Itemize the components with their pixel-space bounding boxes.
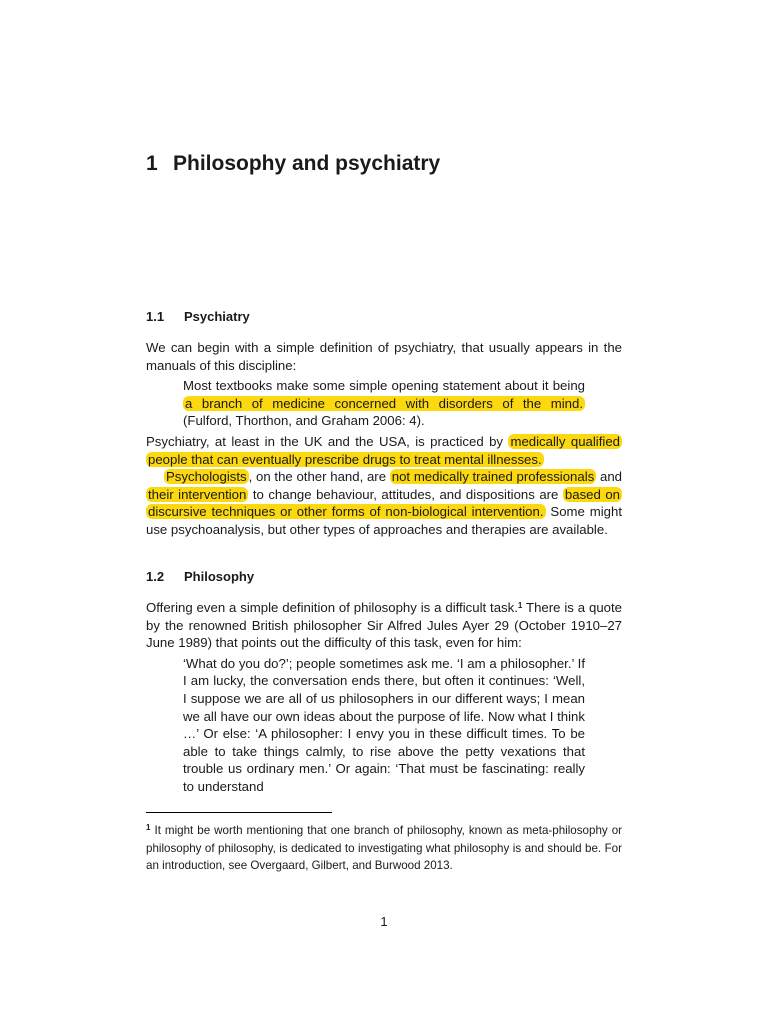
highlight: Psychologists — [166, 469, 247, 485]
quote-text: Most textbooks make some simple opening statement about it being — [183, 378, 585, 394]
quote-citation: (Fulford, Thorthon, and Graham 2006: 4). — [183, 413, 425, 429]
chapter-title — [146, 152, 440, 176]
paragraph-text: and — [599, 469, 622, 485]
section-number: 1.1 — [146, 309, 165, 324]
page-number: 1 — [380, 914, 388, 929]
section-title: Psychiatry — [184, 309, 250, 324]
footnote-text: It might be worth mentioning that one branch of philosophy, known as meta-philosophy or philosophy of philosophy, is dedicated to investigating what philosophy is and should be. For an introduction, see Overgaard, Gilbert, and Burwood 2013. — [146, 824, 622, 873]
highlight: based on discursive techniques or other forms of non-biological intervention. — [148, 486, 620, 520]
highlight: a branch of medicine concerned with disorders of the mind. — [185, 395, 583, 411]
section-title: Philosophy — [184, 569, 255, 584]
psychiatry-definition-quote — [183, 377, 585, 430]
paragraph-text: There is a quote by the renowned British philosopher Sir Alfred Jules Ayer 29 (October 1910–27 June 1989) that points out the difficulty of this task, even for him: — [146, 600, 622, 651]
psychiatry-intro-paragraph: We can begin with a simple definition of psychiatry, that usually appears in the manuals of this discipline: — [146, 340, 622, 373]
highlight: not medically trained professionals — [391, 469, 595, 485]
psychologists-paragraph — [146, 468, 622, 538]
footnote-reference[interactable]: 1 — [517, 601, 523, 610]
chapter-title-text: Philosophy and psychiatry — [173, 152, 441, 175]
psychiatry-paragraph — [146, 433, 622, 468]
section-heading-philosophy — [146, 569, 622, 584]
footnote-marker: 1 — [146, 823, 151, 832]
footnote-separator — [146, 812, 332, 813]
paragraph-text: Psychiatry, at least in the UK and the USA, is practiced by — [146, 433, 504, 449]
paragraph-text: to change behaviour, attitudes, and dispositions are — [252, 486, 559, 502]
paragraph-text: , on the other hand, are — [248, 469, 387, 485]
footnote — [146, 822, 622, 875]
section-psychiatry — [146, 309, 622, 539]
highlight: their intervention — [148, 486, 247, 502]
paragraph-text: Some might use psychoanalysis, but other types of approaches and therapies are available. — [146, 504, 622, 537]
chapter-number: 1 — [146, 152, 158, 175]
section-number: 1.2 — [146, 569, 165, 584]
ayer-quote: ‘What do you do?’; people sometimes ask me. ‘I am a philosopher.’ If I am lucky, the conversation ends there, but often it continues: ‘Well, I suppose we are all of us philosophers in our different ways; I mean we all have our own ideas about the purpose of life. Now what I think …’ Or else: ‘A philosopher: I envy you in these difficult times. To be able to take things calmly, to rise above the petty vexations that trouble us ordinary men.’ Or again: ‘That must be fascinating: really to understand — [183, 655, 585, 794]
highlight: medically qualified people that can eventually prescribe drugs to treat mental illnesses. — [148, 433, 620, 467]
paragraph-text: Offering even a simple definition of philosophy is a difficult task. — [146, 600, 518, 615]
section-heading-psychiatry — [146, 309, 622, 324]
section-philosophy — [146, 569, 622, 796]
philosophy-intro-paragraph — [146, 599, 622, 652]
